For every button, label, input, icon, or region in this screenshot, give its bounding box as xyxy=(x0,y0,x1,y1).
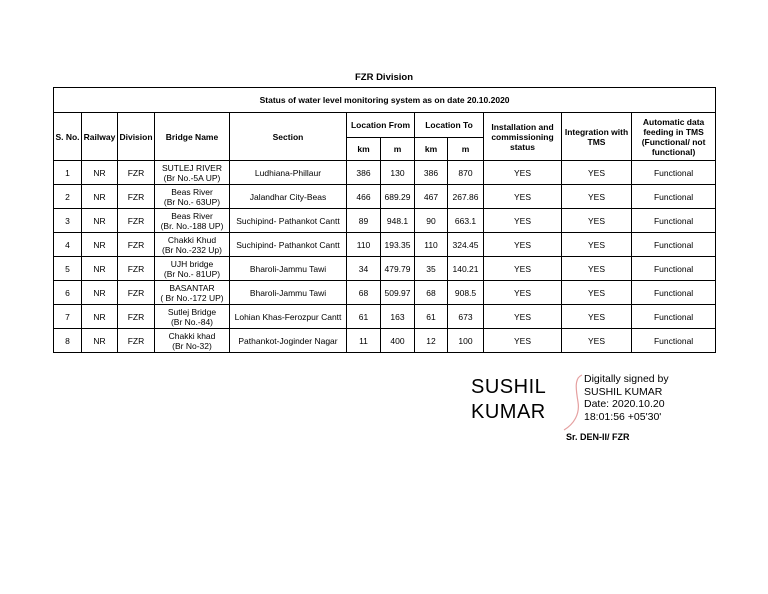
header-integration: Integration with TMS xyxy=(562,113,632,161)
bridge-name-line: Beas River xyxy=(171,210,213,221)
cell-bridge-name xyxy=(155,305,230,329)
bridge-name-line: (Br No-32) xyxy=(172,340,212,351)
cell-automatic: Functional xyxy=(632,281,716,305)
cell-sno: 1 xyxy=(54,161,82,185)
cell-division: FZR xyxy=(118,305,155,329)
cell-railway: NR xyxy=(82,281,118,305)
cell-sno: 6 xyxy=(54,281,82,305)
cell-from-km: 61 xyxy=(347,305,381,329)
cell-from-km: 34 xyxy=(347,257,381,281)
table-row xyxy=(54,209,716,233)
cell-from-m: 400 xyxy=(381,329,415,353)
cell-automatic: Functional xyxy=(632,233,716,257)
cell-sno: 8 xyxy=(54,329,82,353)
header-sno: S. No. xyxy=(54,113,82,161)
bridge-name-line: (Br No.-84) xyxy=(170,316,214,327)
cell-to-km: 35 xyxy=(415,257,448,281)
cell-division: FZR xyxy=(118,257,155,281)
header-bridge-name: Bridge Name xyxy=(155,113,230,161)
cell-to-m: 663.1 xyxy=(448,209,484,233)
header-to-km: km xyxy=(415,138,448,161)
cell-automatic: Functional xyxy=(632,209,716,233)
cell-from-m: 479.79 xyxy=(381,257,415,281)
header-installation: Installation and commissioning status xyxy=(484,113,562,161)
header-division: Division xyxy=(118,113,155,161)
cell-to-m: 908.5 xyxy=(448,281,484,305)
cell-to-m: 870 xyxy=(448,161,484,185)
cell-from-m: 948.1 xyxy=(381,209,415,233)
cell-installation: YES xyxy=(484,257,562,281)
page-title: FZR Division xyxy=(354,72,414,83)
cell-bridge-name xyxy=(155,185,230,209)
bridge-name-line: UJH bridge xyxy=(170,258,214,269)
cell-automatic: Functional xyxy=(632,257,716,281)
bridge-name-line: (Br No.- 63UP) xyxy=(163,196,221,207)
cell-from-m: 163 xyxy=(381,305,415,329)
cell-division: FZR xyxy=(118,281,155,305)
bridge-name-line: (Br No.- 81UP) xyxy=(163,268,221,279)
cell-section: Pathankot-Joginder Nagar xyxy=(230,329,347,353)
cell-integration: YES xyxy=(562,233,632,257)
cell-division: FZR xyxy=(118,185,155,209)
cell-railway: NR xyxy=(82,257,118,281)
header-railway: Railway xyxy=(82,113,118,161)
cell-from-km: 89 xyxy=(347,209,381,233)
bridge-name-line: Beas River xyxy=(171,186,213,197)
cell-to-km: 386 xyxy=(415,161,448,185)
cell-to-km: 68 xyxy=(415,281,448,305)
cell-integration: YES xyxy=(562,161,632,185)
bridge-name-line: (Br No.-232 Up) xyxy=(162,244,222,255)
cell-installation: YES xyxy=(484,233,562,257)
cell-section: Ludhiana-Phillaur xyxy=(230,161,347,185)
cell-to-km: 110 xyxy=(415,233,448,257)
header-section: Section xyxy=(230,113,347,161)
cell-to-km: 90 xyxy=(415,209,448,233)
cell-integration: YES xyxy=(562,329,632,353)
cell-integration: YES xyxy=(562,185,632,209)
cell-from-m: 193.35 xyxy=(381,233,415,257)
header-location-to: Location To xyxy=(415,113,484,138)
cell-integration: YES xyxy=(562,257,632,281)
signature-name-line2: KUMAR xyxy=(471,401,546,423)
cell-to-km: 467 xyxy=(415,185,448,209)
cell-railway: NR xyxy=(82,161,118,185)
cell-from-m: 689.29 xyxy=(381,185,415,209)
table-row xyxy=(54,329,716,353)
header-automatic: Automatic data feeding in TMS (Functional/ not functional) xyxy=(632,113,716,161)
table-row xyxy=(54,281,716,305)
cell-automatic: Functional xyxy=(632,185,716,209)
signature-name xyxy=(471,375,546,425)
cell-to-m: 100 xyxy=(448,329,484,353)
cell-bridge-name xyxy=(155,209,230,233)
bridge-name-line: Chakki Khud xyxy=(167,234,217,245)
cell-installation: YES xyxy=(484,209,562,233)
cell-section: Bharoli-Jammu Tawi xyxy=(230,281,347,305)
cell-installation: YES xyxy=(484,185,562,209)
signature-detail-line: Digitally signed by xyxy=(584,373,669,385)
table-body xyxy=(54,161,716,353)
header-to-m: m xyxy=(448,138,484,161)
cell-installation: YES xyxy=(484,281,562,305)
cell-from-km: 68 xyxy=(347,281,381,305)
table-row xyxy=(54,257,716,281)
cell-section: Jalandhar City-Beas xyxy=(230,185,347,209)
header-from-m: m xyxy=(381,138,415,161)
cell-to-km: 61 xyxy=(415,305,448,329)
cell-installation: YES xyxy=(484,305,562,329)
cell-to-m: 673 xyxy=(448,305,484,329)
cell-railway: NR xyxy=(82,185,118,209)
cell-section: Suchipind- Pathankot Cantt xyxy=(230,209,347,233)
cell-to-m: 140.21 xyxy=(448,257,484,281)
cell-division: FZR xyxy=(118,161,155,185)
cell-from-km: 11 xyxy=(347,329,381,353)
cell-division: FZR xyxy=(118,329,155,353)
signature-detail-line: 18:01:56 +05'30' xyxy=(584,410,662,423)
table-caption: Status of water level monitoring system as on date 20.10.2020 xyxy=(54,88,716,113)
bridge-name-line: BASANTAR xyxy=(169,282,215,293)
cell-sno: 2 xyxy=(54,185,82,209)
signature-name-line1: SUSHIL xyxy=(471,376,547,398)
cell-railway: NR xyxy=(82,233,118,257)
bridge-name-line: SUTLEJ RIVER xyxy=(162,162,222,173)
cell-integration: YES xyxy=(562,305,632,329)
cell-from-km: 110 xyxy=(347,233,381,257)
cell-automatic: Functional xyxy=(632,305,716,329)
cell-from-m: 130 xyxy=(381,161,415,185)
cell-bridge-name xyxy=(155,257,230,281)
table-row xyxy=(54,161,716,185)
cell-from-km: 386 xyxy=(347,161,381,185)
cell-bridge-name xyxy=(155,161,230,185)
cell-division: FZR xyxy=(118,233,155,257)
cell-automatic: Functional xyxy=(632,329,716,353)
cell-from-km: 466 xyxy=(347,185,381,209)
cell-railway: NR xyxy=(82,209,118,233)
cell-section: Suchipind- Pathankot Cantt xyxy=(230,233,347,257)
bridge-name-line: Sutlej Bridge xyxy=(167,306,217,317)
cell-to-km: 12 xyxy=(415,329,448,353)
header-from-km: km xyxy=(347,138,381,161)
status-table xyxy=(53,87,716,353)
cell-railway: NR xyxy=(82,305,118,329)
cell-automatic: Functional xyxy=(632,161,716,185)
cell-sno: 7 xyxy=(54,305,82,329)
table-row xyxy=(54,305,716,329)
bridge-name-line: (Br. No.-188 UP) xyxy=(160,220,224,231)
cell-to-m: 267.86 xyxy=(448,185,484,209)
cell-integration: YES xyxy=(562,209,632,233)
cell-integration: YES xyxy=(562,281,632,305)
cell-installation: YES xyxy=(484,161,562,185)
cell-section: Bharoli-Jammu Tawi xyxy=(230,257,347,281)
signature-detail-line: SUSHIL KUMAR xyxy=(584,385,663,398)
cell-railway: NR xyxy=(82,329,118,353)
cell-bridge-name xyxy=(155,233,230,257)
cell-sno: 5 xyxy=(54,257,82,281)
cell-bridge-name xyxy=(155,281,230,305)
cell-sno: 3 xyxy=(54,209,82,233)
bridge-name-line: ( Br No.-172 UP) xyxy=(160,292,224,303)
cell-to-m: 324.45 xyxy=(448,233,484,257)
cell-division: FZR xyxy=(118,209,155,233)
cell-section: Lohian Khas-Ferozpur Cantt xyxy=(230,305,347,329)
table-row xyxy=(54,185,716,209)
bridge-name-line: (Br No.-5A UP) xyxy=(163,172,221,183)
cell-from-m: 509.97 xyxy=(381,281,415,305)
table-row xyxy=(54,233,716,257)
header-location-from: Location From xyxy=(347,113,415,138)
signatory-role: Sr. DEN-II/ FZR xyxy=(566,432,630,442)
bridge-name-line: Chakki khad xyxy=(168,330,216,341)
cell-sno: 4 xyxy=(54,233,82,257)
signature-details xyxy=(584,373,669,423)
signature-detail-line: Date: 2020.10.20 xyxy=(584,398,665,410)
cell-bridge-name xyxy=(155,329,230,353)
cell-installation: YES xyxy=(484,329,562,353)
